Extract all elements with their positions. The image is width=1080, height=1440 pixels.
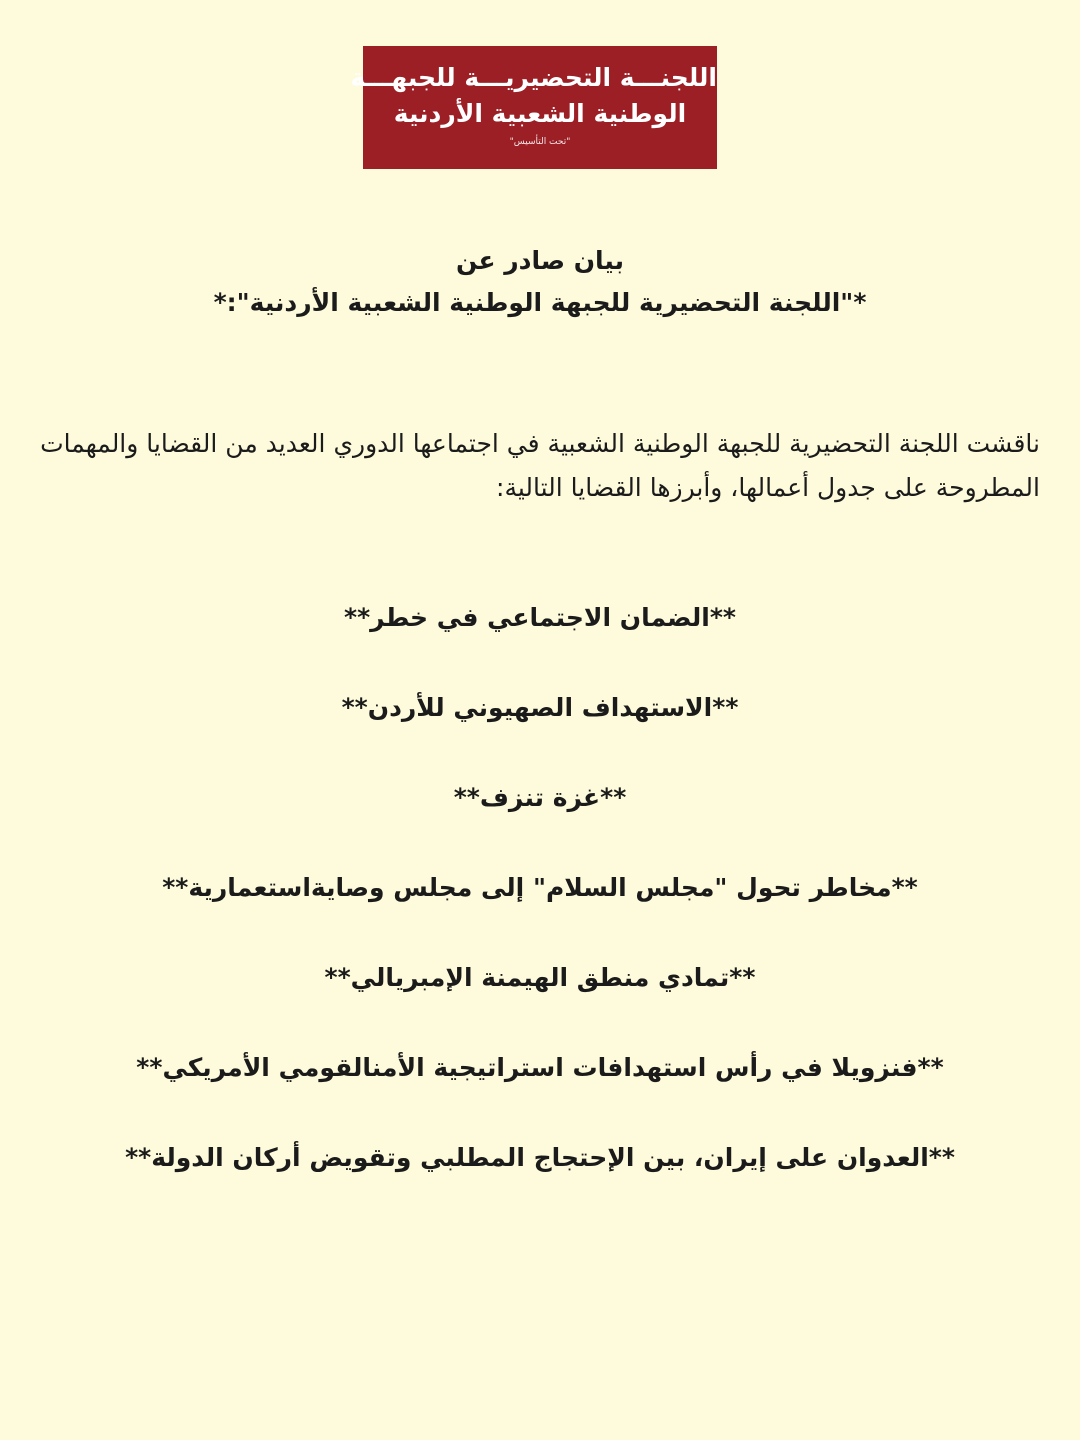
- topic-item-gaza: **غزة تنزف**: [453, 783, 627, 812]
- topics-list: [0, 596, 1080, 1226]
- logo: [350, 46, 717, 169]
- logo-line-1: اللجنـــة التحضيريـــة للجبهـــة: [350, 63, 717, 92]
- topic-item-iran: **العدوان على إيران، بين الإحتجاج المطلبي وتقويض أركان الدولة**: [125, 1143, 955, 1172]
- topic-item-social-security: **الضمان الاجتماعي في خطر**: [344, 603, 736, 632]
- intro-paragraph: ناقشت اللجنة التحضيرية للجبهة الوطنية الشعبية في اجتماعها الدوري العديد من القضايا والمهمات المطروحة على جدول أعمالها، وأبرزها القضايا التالية:: [40, 429, 1040, 502]
- logo-subtitle: "تحت التأسيس": [509, 137, 571, 147]
- heading-line-1: بيان صادر عن: [455, 246, 625, 275]
- logo-line-2: الوطنية الشعبية الأردنية: [393, 99, 687, 128]
- statement-heading: [0, 240, 1080, 324]
- topic-item-imperialist-hegemony: **تمادي منطق الهيمنة الإمبريالي**: [324, 963, 756, 992]
- topic-item-peace-council: **مخاطر تحول "مجلس السلام" إلى مجلس وصايةاستعمارية**: [162, 873, 918, 902]
- heading-line-2: *"اللجنة التحضيرية للجبهة الوطنية الشعبية الأردنية":*: [213, 288, 867, 317]
- topic-item-venezuela: **فنزويلا في رأس استهدافات استراتيجية الأمنالقومي الأمريكي**: [136, 1053, 944, 1082]
- topic-item-zionist-targeting: **الاستهداف الصهيوني للأردن**: [341, 693, 739, 722]
